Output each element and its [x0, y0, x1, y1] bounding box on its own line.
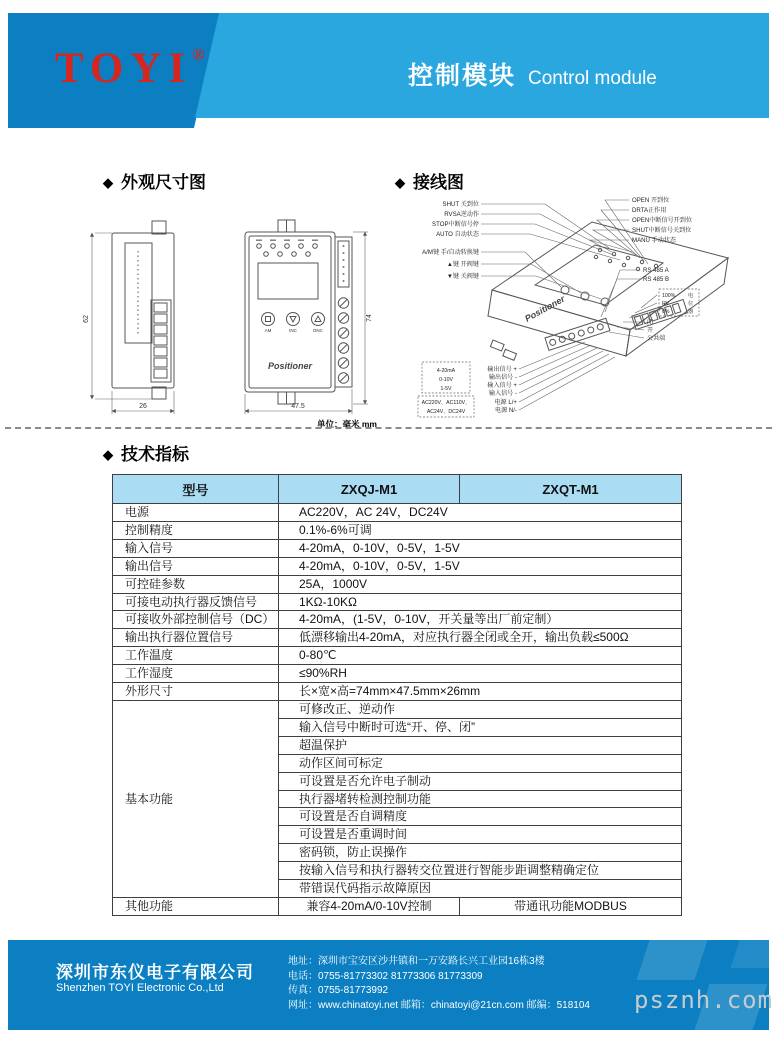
- side-view: [112, 221, 174, 399]
- signal-range-1: 4-20mA: [436, 368, 456, 374]
- spec-basic-item-cell: 可设置是否自调精度: [279, 808, 682, 826]
- logo-text: TOYI: [55, 45, 193, 92]
- wiring-label-drta: DRTA正作用: [632, 207, 667, 214]
- spec-row: [113, 575, 682, 593]
- spec-label-cell: 可接收外部控制信号（DC）: [113, 611, 279, 629]
- spec-label-cell: 输出执行器位置信号: [113, 629, 279, 647]
- spec-basic-item-cell: 动作区间可标定: [279, 754, 682, 772]
- spec-basic-item-cell: 超温保护: [279, 736, 682, 754]
- wiring-label-open-key: ▲键 开阀键: [446, 261, 479, 268]
- spec-row: [113, 557, 682, 575]
- pot-rv: RV: [662, 301, 670, 307]
- diamond-bullet-icon: ◆: [103, 447, 113, 462]
- spec-row: [113, 665, 682, 683]
- footer-deco-shape: [637, 940, 710, 980]
- page-title-en: Control module: [528, 68, 657, 89]
- pot-vert-1: 电: [688, 293, 694, 299]
- front-view: [245, 220, 352, 404]
- wiring-label-open-terminal: 开: [647, 327, 654, 334]
- spec-label-cell: 工作湿度: [113, 665, 279, 683]
- wiring-label-closed: 闭: [647, 319, 654, 326]
- pot-vert-2: 位: [688, 301, 694, 307]
- spec-row: [113, 539, 682, 557]
- contact-address: 地址：深圳市宝安区沙井镇和一万安路长兴工业园16栋3楼: [288, 956, 545, 967]
- spec-row: [113, 683, 682, 701]
- wiring-label-rs485b: RS 485 B: [643, 276, 670, 283]
- wiring-label-power-l: 电源 L/+: [494, 399, 517, 406]
- contact-web-email: 网址：www.chinatoyi.net 邮箱：chinatoyi@21cn.com 邮编：518104: [288, 999, 590, 1011]
- section-title-specs-text: 技术指标: [121, 445, 189, 464]
- spec-value-cell: 0-80℃: [279, 647, 682, 665]
- spec-value-cell: ≤90%RH: [279, 665, 682, 683]
- wiring-label-power-n: 电源 N/-: [494, 407, 517, 414]
- dimension-diagram: [75, 215, 395, 430]
- spec-label-cell: 控制精度: [113, 521, 279, 539]
- section-title-wiring-text: 接线图: [413, 173, 464, 192]
- spec-label-cell: 输出信号: [113, 557, 279, 575]
- spec-label-cell: 工作温度: [113, 647, 279, 665]
- wiring-label-common: 公共端: [647, 335, 666, 342]
- company-name-en: Shenzhen TOYI Electronic Co.,Ltd: [56, 982, 224, 994]
- spec-row: [113, 521, 682, 539]
- wiring-label-open: OPEN 开到位: [632, 197, 670, 204]
- spec-header-row: [113, 475, 682, 504]
- spec-value-cell: 低漂移输出4-20mA，对应执行器全闭或全开，输出负载≤500Ω: [279, 629, 682, 647]
- spec-table-wrap: [112, 474, 682, 916]
- signal-range-2: 0-10V: [439, 377, 453, 383]
- registered-mark-icon: ®: [192, 45, 205, 64]
- spec-basic-item-cell: 输入信号中断时可选“开、停、闭”: [279, 718, 682, 736]
- button-label-inc: INC: [289, 328, 297, 333]
- button-label-dnc: DNC: [313, 328, 323, 333]
- device-brand-label: Positioner: [523, 293, 567, 324]
- spec-header-cell-0: 型号: [113, 475, 279, 504]
- page-title: [408, 56, 657, 92]
- power-range-1: AC220V、AC110V、: [421, 400, 471, 406]
- spec-label-cell: 输入信号: [113, 539, 279, 557]
- pot-vert-3: 器: [688, 309, 694, 315]
- spec-value-cell: 1KΩ-10KΩ: [279, 593, 682, 611]
- unit-note: 单位：毫米 mm: [317, 419, 377, 429]
- diamond-bullet-icon: ◆: [103, 175, 113, 190]
- spec-other-row: [113, 897, 682, 915]
- spec-row: [113, 611, 682, 629]
- wiring-label-shut-int: SHUT中断信号关到位: [632, 227, 692, 234]
- spec-basic-row: [113, 700, 682, 718]
- dim-side-height: 62: [83, 315, 90, 323]
- signal-range-3: 1-5V: [440, 386, 452, 392]
- spec-row: [113, 504, 682, 522]
- spec-basic-item-cell: 密码锁，防止误操作: [279, 844, 682, 862]
- spec-label-cell: 可接电动执行器反馈信号: [113, 593, 279, 611]
- spec-value-cell: 长×宽×高=74mm×47.5mm×26mm: [279, 683, 682, 701]
- spec-row: [113, 593, 682, 611]
- wiring-label-rvsa: RVSA逆动作: [444, 211, 479, 218]
- spec-value-cell: 4-20mA，0-10V，0-5V，1-5V: [279, 539, 682, 557]
- spec-basic-item-cell: 可设置是否允许电子制动: [279, 772, 682, 790]
- spec-label-cell: 电源: [113, 504, 279, 522]
- wiring-label-rs485a: RS 485 A: [643, 267, 669, 274]
- spec-other-label: 其他功能: [113, 897, 279, 915]
- dim-front-width: 47.5: [291, 403, 305, 410]
- spec-row: [113, 647, 682, 665]
- diamond-bullet-icon: ◆: [395, 175, 405, 190]
- wiring-label-auto: AUTO 自动状态: [436, 231, 479, 238]
- power-range-2: AC24V、DC24V: [426, 409, 466, 415]
- spec-header-cell-2: ZXQT-M1: [460, 475, 682, 504]
- spec-row: [113, 629, 682, 647]
- section-title-specs: [103, 440, 189, 465]
- spec-other-zxqt: 带通讯功能MODBUS: [460, 897, 682, 915]
- contact-phone: 电话：0755-81773302 81773306 81773309: [288, 970, 483, 982]
- dim-front-height: 74: [366, 314, 373, 322]
- wiring-label-stop: STOP中断信号停: [432, 221, 479, 228]
- dashed-separator: [5, 427, 772, 429]
- company-name-zh: 深圳市东仪电子有限公司: [56, 963, 254, 982]
- spec-value-cell: 4-20mA，(1-5V，0-10V，开关量等出厂前定制）: [279, 611, 682, 629]
- spec-basic-item-cell: 可设置是否重调时间: [279, 826, 682, 844]
- spec-label-cell: 可控硅参数: [113, 575, 279, 593]
- footer-deco-shape: [730, 940, 769, 968]
- spec-header-cell-1: ZXQJ-M1: [279, 475, 460, 504]
- spec-value-cell: 25A，1000V: [279, 575, 682, 593]
- spec-basic-item-cell: 带错误代码指示故障原因: [279, 880, 682, 898]
- wiring-label-am-key: A/M键 手/自动转换键: [422, 249, 479, 256]
- spec-value-cell: AC220V，AC 24V，DC24V: [279, 504, 682, 522]
- spec-basic-item-cell: 可修改正、逆动作: [279, 700, 682, 718]
- spec-label-cell: 外形尺寸: [113, 683, 279, 701]
- pot-0: 0%: [662, 309, 670, 315]
- contact-fax: 传真：0755-81773992: [288, 985, 389, 997]
- wiring-label-manu: MANU 手动状态: [632, 237, 677, 244]
- toyi-logo: [55, 46, 205, 90]
- wiring-label-out-plus: 输出信号 +: [487, 366, 517, 373]
- section-title-dimensions-text: 外观尺寸图: [121, 173, 206, 192]
- pot-100: 100%: [662, 293, 676, 299]
- spec-other-zxqj: 兼容4-20mA/0-10V控制: [279, 897, 460, 915]
- footer: [8, 940, 769, 1030]
- wiring-label-shut: SHUT 关到位: [442, 201, 479, 208]
- dim-side-width: 26: [139, 403, 147, 410]
- spec-value-cell: 4-20mA，0-10V，0-5V，1-5V: [279, 557, 682, 575]
- spec-basic-group-label: 基本功能: [113, 700, 279, 897]
- spec-value-cell: 0.1%-6%可调: [279, 521, 682, 539]
- wiring-device: [488, 222, 728, 360]
- wiring-label-open-int: OPEN中断信号开到位: [632, 217, 692, 224]
- wiring-diagram: [395, 190, 777, 430]
- watermark: psznh.com: [634, 986, 774, 1014]
- contact-info: [288, 955, 590, 1013]
- button-label-am: AM: [264, 328, 272, 333]
- spec-table: [112, 474, 682, 916]
- spec-table-body: [113, 475, 682, 916]
- wiring-label-close-key: ▼键 关阀键: [446, 273, 479, 280]
- device-brand-label: Positioner: [267, 361, 313, 371]
- spec-basic-item-cell: 执行器堵转检测控制功能: [279, 790, 682, 808]
- wiring-label-in-minus: 输入信号 -: [488, 390, 517, 397]
- page-title-zh: 控制模块: [408, 62, 517, 90]
- spec-basic-item-cell: 按输入信号和执行器转交位置进行智能步距调整精确定位: [279, 862, 682, 880]
- wiring-label-out-minus: 输出信号 -: [488, 374, 517, 381]
- wiring-label-in-plus: 输入信号 +: [487, 382, 517, 389]
- section-title-dimensions: [103, 168, 206, 193]
